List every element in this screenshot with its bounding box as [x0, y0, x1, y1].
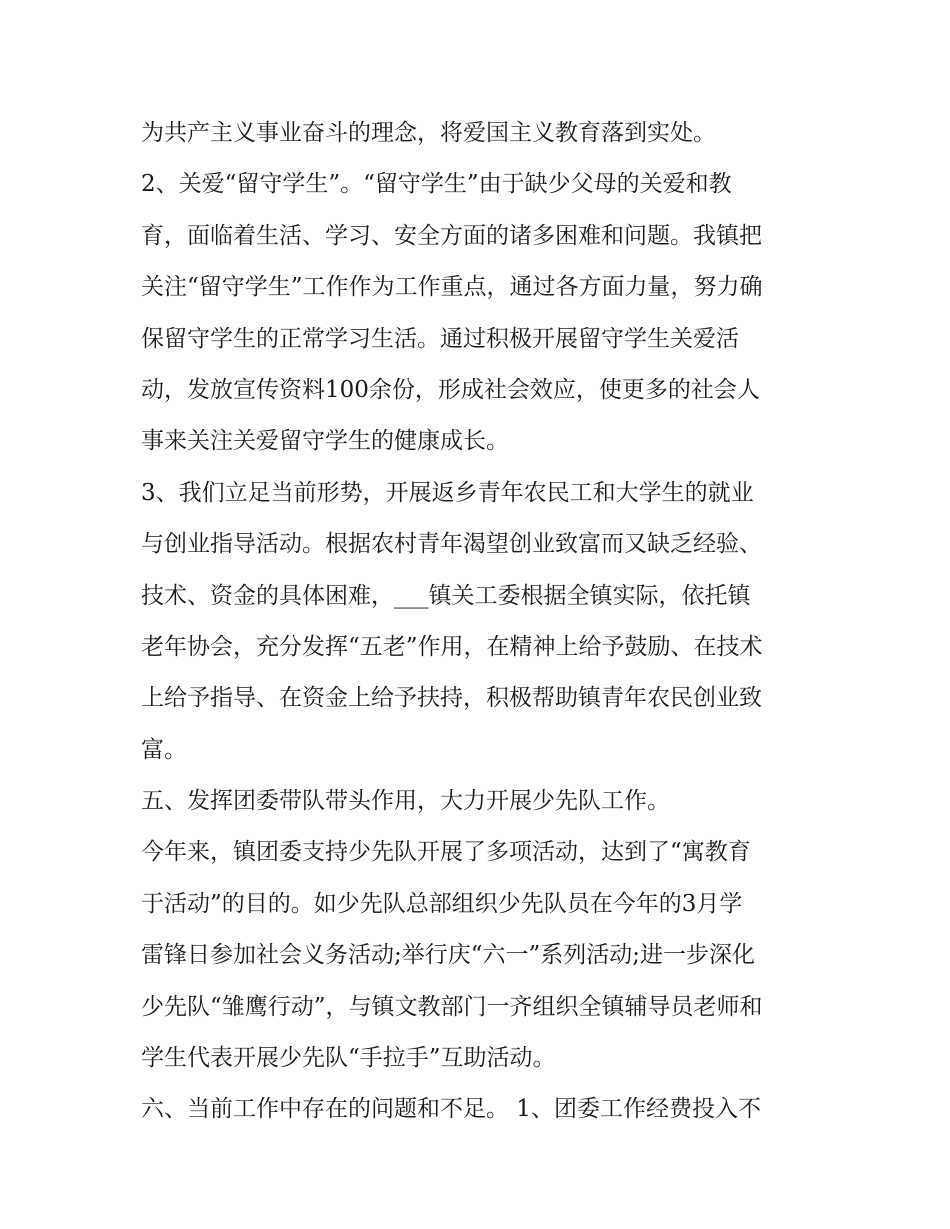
section-heading: 六、当前工作中存在的问题和不足。 1、团委工作经费投入不: [141, 1096, 761, 1123]
text-line: 老年协会，充分发挥“五老”作用，在精神上给予鼓励、在技术: [141, 633, 763, 660]
text-line: 富。: [141, 736, 187, 763]
text-line: 于活动”的目的。如少先队总部组织少先队员在今年的3月学: [141, 890, 743, 917]
text-line: 保留守学生的正常学习生活。通过积极开展留守学生关爱活: [141, 325, 739, 352]
text-line: 少先队“雏鹰行动”，与镇文教部门一齐组织全镇辅导员老师和: [141, 993, 763, 1020]
text-line: 今年来，镇团委支持少先队开展了多项活动，达到了“寓教育: [141, 839, 751, 866]
text-line: 关注“留守学生”工作作为工作重点，通过各方面力量，努力确: [141, 274, 763, 301]
text-line: 与创业指导活动。根据农村青年渴望创业致富而又缺乏经验、: [141, 531, 762, 558]
text-line: 为共产主义事业奋斗的理念，将爱国主义教育落到实处。: [141, 120, 716, 146]
text-line: 学生代表开展少先队“手拉手”互助活动。: [141, 1045, 556, 1072]
text-line: 育，面临着生活、学习、安全方面的诸多困难和问题。我镇把: [141, 222, 762, 249]
section-heading: 五、发挥团委带队带头作用，大力开展少先队工作。: [141, 788, 670, 815]
text-line: 雷锋日参加社会义务活动;举行庆“六一”系列活动;进一步深化: [141, 942, 756, 969]
document-body: [141, 108, 821, 1136]
text-line: 上给予指导、在资金上给予扶持，积极帮助镇青年农民创业致: [141, 685, 762, 712]
text-line: 事来关注关爱留守学生的健康成长。: [141, 428, 509, 455]
text-line: 3、我们立足当前形势，开展返乡青年农民工和大学生的就业: [141, 479, 754, 506]
text-line: 动，发放宣传资料100余份，形成社会效应，使更多的社会人: [141, 376, 760, 403]
text-line: 技术、资金的具体困难，___镇关工委根据全镇实际，依托镇: [141, 582, 751, 609]
text-line: 2、关爱“留守学生”。“留守学生”由于缺少父母的关爱和教: [141, 171, 732, 198]
